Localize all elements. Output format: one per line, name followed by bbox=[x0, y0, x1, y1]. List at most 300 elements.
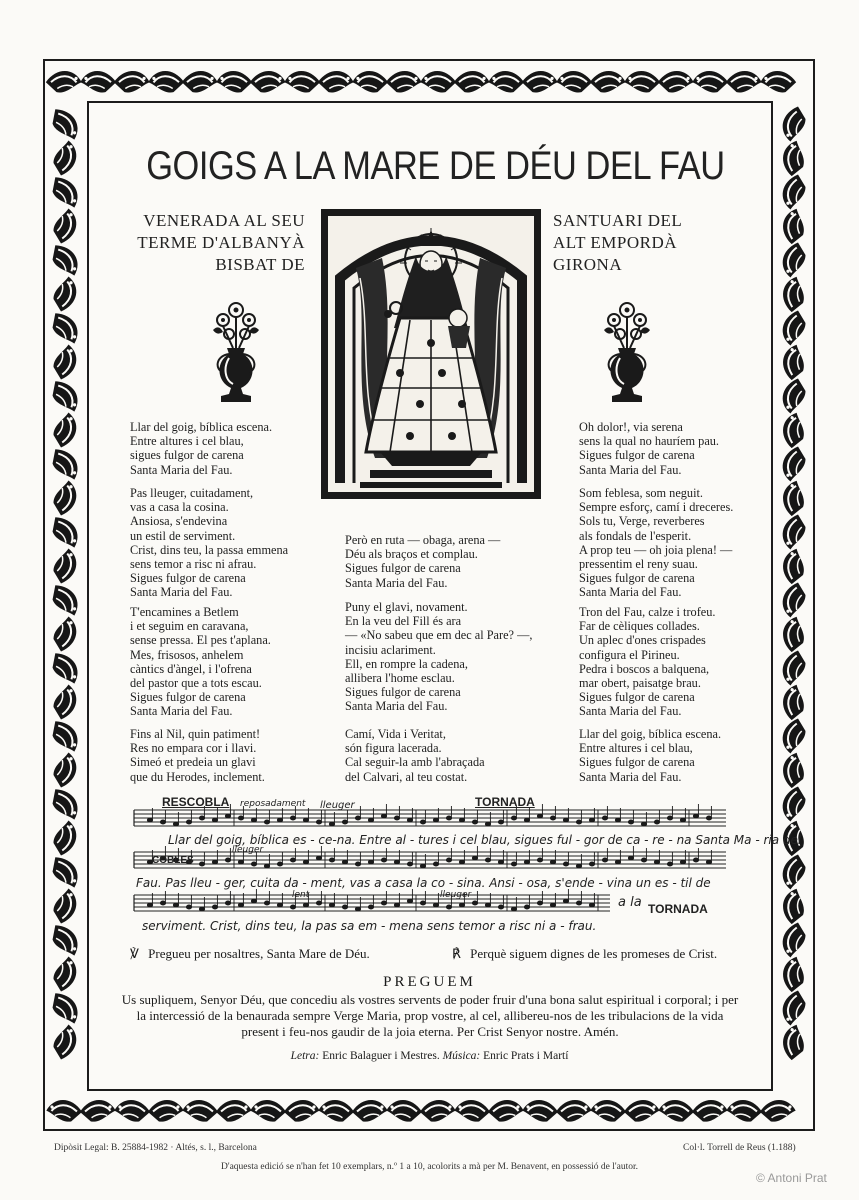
verse-line: Sigues fulgor de carena bbox=[579, 571, 695, 586]
dove-ornament-icon bbox=[783, 447, 806, 482]
note-head bbox=[615, 818, 620, 822]
verse-line: T'encamines a Betlem bbox=[130, 605, 239, 619]
note-head bbox=[381, 901, 386, 905]
dove-ornament-icon bbox=[783, 787, 806, 822]
subtitle-right bbox=[553, 210, 733, 276]
dove-ornament-icon bbox=[783, 175, 806, 210]
note-head bbox=[316, 901, 321, 905]
note-head bbox=[667, 816, 672, 820]
note-head bbox=[251, 899, 256, 903]
note-head bbox=[446, 858, 451, 862]
note-head bbox=[420, 864, 425, 868]
dove-ornament-icon bbox=[777, 546, 810, 587]
dove-ornament-icon bbox=[777, 342, 810, 383]
dove-ornament-icon bbox=[48, 512, 81, 553]
dove-ornament-icon bbox=[487, 67, 526, 97]
note-head bbox=[407, 862, 412, 866]
note-head bbox=[251, 818, 256, 822]
music-lyrics: Fau. Pas lleu - ger, cuita da - ment, vas a casa la co - sina. Ansi - osa, s'ende - vina un es - til de bbox=[136, 876, 711, 890]
dove-ornament-icon bbox=[783, 243, 806, 278]
note-head bbox=[355, 907, 360, 911]
note-head bbox=[433, 818, 438, 822]
dove-ornament-icon bbox=[777, 886, 810, 927]
note-head bbox=[394, 816, 399, 820]
versicle-symbol: ℣ bbox=[130, 946, 139, 961]
note-head bbox=[420, 820, 425, 824]
dove-ornament-icon bbox=[487, 1097, 525, 1126]
verse-line: sens temor a risc ni afrau. bbox=[130, 556, 257, 571]
note-head bbox=[654, 860, 659, 864]
note-head bbox=[173, 903, 178, 907]
dove-ornament-icon bbox=[783, 923, 806, 958]
response bbox=[452, 946, 717, 962]
verse-line: del Calvari, al teu costat. bbox=[345, 769, 468, 784]
note-head bbox=[602, 816, 607, 820]
verse-line: Mes, frisosos, anhelem bbox=[130, 647, 244, 662]
note-head bbox=[355, 816, 360, 820]
note-head bbox=[186, 905, 191, 909]
prayer-text: Us supliquem, Senyor Déu, que concediu als vostres servents de poder fruir d'una bona salut espiritual i corporal; i per la intercessió de la benaurada sempre Verge Maria, prop vostre, al cel, allibereu-nos de les tribulacions de la vida present i feu-nos gaudir de la joia eterna. Per Crist Senyor nostre. Amén. bbox=[121, 992, 739, 1039]
note-head bbox=[459, 818, 464, 822]
stanza-11 bbox=[579, 727, 721, 784]
verse-line: Simeó et predeia un glavi bbox=[130, 755, 256, 770]
dove-ornament-icon bbox=[54, 821, 77, 856]
verse-line: Pedra i boscos a balquena, bbox=[579, 661, 710, 676]
dove-ornament-icon bbox=[45, 1097, 83, 1126]
dove-ornament-icon bbox=[54, 685, 77, 720]
note-head bbox=[459, 860, 464, 864]
subtitle-left-line: VENERADA AL SEU bbox=[143, 211, 305, 230]
note-head bbox=[186, 820, 191, 824]
note-head bbox=[446, 816, 451, 820]
note-head bbox=[550, 816, 555, 820]
note-head bbox=[615, 860, 620, 864]
dove-ornament-icon bbox=[656, 67, 695, 97]
verse-line: Santa Maria del Fau. bbox=[345, 699, 448, 714]
dove-ornament-icon bbox=[147, 1097, 185, 1126]
note-head bbox=[706, 860, 711, 864]
note-head bbox=[680, 860, 685, 864]
note-head bbox=[264, 820, 269, 824]
dove-ornament-icon bbox=[48, 172, 81, 213]
dove-ornament-icon bbox=[54, 413, 77, 448]
dove-ornament-icon bbox=[777, 138, 810, 179]
verse-line: Ell, en rompre la cadena, bbox=[345, 656, 468, 671]
note-head bbox=[589, 862, 594, 866]
note-head bbox=[329, 858, 334, 862]
stanza-3 bbox=[130, 605, 271, 719]
verse-line: Déu als braços et complau. bbox=[345, 547, 478, 562]
note-head bbox=[368, 818, 373, 822]
verse-line: Puny el glavi, novament. bbox=[345, 600, 468, 614]
dove-ornament-icon bbox=[777, 682, 810, 723]
verse-line: Sigues fulgor de carena bbox=[345, 685, 461, 700]
dove-ornament-icon bbox=[351, 1097, 389, 1126]
verse-line: Oh dolor!, via serena bbox=[579, 420, 683, 434]
dove-ornament-icon bbox=[48, 308, 81, 349]
note-head bbox=[160, 820, 165, 824]
verse-line: Santa Maria del Fau. bbox=[130, 585, 233, 600]
note-head bbox=[498, 905, 503, 909]
note-head bbox=[563, 899, 568, 903]
a-la-marking: a la bbox=[618, 895, 642, 910]
dove-ornament-icon bbox=[48, 240, 81, 281]
note-head bbox=[303, 818, 308, 822]
note-head bbox=[160, 901, 165, 905]
note-head bbox=[576, 820, 581, 824]
verse-line: Entre altures i cel blau, bbox=[579, 741, 693, 756]
note-head bbox=[641, 822, 646, 826]
verse-line: que du Herodes, inclement. bbox=[130, 769, 265, 784]
dove-ornament-icon bbox=[783, 991, 806, 1026]
prayer-heading: PREGUEM bbox=[383, 974, 476, 990]
dove-ornament-icon bbox=[725, 1097, 763, 1126]
letra-author: Enric Balaguer i Mestres. bbox=[322, 1050, 440, 1062]
note-head bbox=[238, 816, 243, 820]
dove-ornament-icon bbox=[623, 1097, 661, 1126]
verse-line: càntics d'àngel, i l'ofrena bbox=[130, 661, 252, 676]
note-head bbox=[368, 905, 373, 909]
flower-vase-left-icon bbox=[205, 296, 267, 406]
note-head bbox=[576, 901, 581, 905]
dove-ornament-icon bbox=[215, 67, 254, 97]
dove-ornament-icon bbox=[783, 651, 806, 686]
collection-note: Col·l. Torrell de Reus (1.188) bbox=[683, 1143, 796, 1153]
dove-ornament-icon bbox=[777, 206, 810, 247]
verse-line: mar obert, paisatge brau. bbox=[579, 675, 701, 690]
note-head bbox=[706, 816, 711, 820]
legal-deposit: Dipòsit Legal: B. 25884-1982 · Altés, s. l., Barcelona bbox=[54, 1143, 257, 1153]
dove-ornament-icon bbox=[54, 209, 77, 244]
verse-line: Entre altures i cel blau, bbox=[130, 434, 244, 449]
stanza-8 bbox=[579, 420, 719, 477]
dove-ornament-icon bbox=[555, 1097, 593, 1126]
note-head bbox=[225, 858, 230, 862]
note-head bbox=[524, 818, 529, 822]
note-head bbox=[667, 862, 672, 866]
note-head bbox=[199, 862, 204, 866]
letra-label: Letra: bbox=[290, 1050, 320, 1062]
note-head bbox=[342, 820, 347, 824]
verse-line: Sigues fulgor de carena bbox=[345, 561, 461, 576]
dove-ornament-icon bbox=[452, 67, 491, 97]
note-head bbox=[238, 860, 243, 864]
note-head bbox=[524, 905, 529, 909]
note-head bbox=[654, 820, 659, 824]
note-head bbox=[303, 860, 308, 864]
musica-author: Enric Prats i Martí bbox=[483, 1050, 569, 1062]
dove-ornament-icon bbox=[48, 920, 81, 961]
note-head bbox=[693, 858, 698, 862]
note-head bbox=[225, 901, 230, 905]
versicle bbox=[130, 946, 370, 962]
dove-ornament-icon bbox=[48, 784, 81, 825]
note-head bbox=[498, 860, 503, 864]
verse-line: Fins al Nil, quin patiment! bbox=[130, 727, 261, 741]
dove-ornament-icon bbox=[623, 67, 662, 97]
note-head bbox=[303, 903, 308, 907]
verse-line: — «No sabeu que em dec al Pare? —, bbox=[345, 628, 533, 643]
note-head bbox=[641, 858, 646, 862]
stanza-7 bbox=[345, 727, 485, 784]
subtitle-right-line: SANTUARI DEL bbox=[553, 211, 683, 230]
subtitle-left-line: BISBAT DE bbox=[215, 255, 305, 274]
dove-ornament-icon bbox=[691, 67, 730, 97]
verse-line: Sigues fulgor de carena bbox=[130, 571, 246, 586]
stanza-1 bbox=[130, 420, 272, 477]
verse-line: Som feblesa, som neguit. bbox=[579, 486, 703, 500]
dove-ornament-icon bbox=[283, 1097, 321, 1126]
virgin-woodcut-image bbox=[320, 208, 542, 500]
note-head bbox=[537, 814, 542, 818]
dove-ornament-icon bbox=[691, 1097, 729, 1126]
verse-line: Llar del goig, bíblica escena. bbox=[130, 420, 273, 434]
note-head bbox=[381, 858, 386, 862]
note-head bbox=[498, 820, 503, 824]
dove-ornament-icon bbox=[48, 988, 81, 1029]
note-head bbox=[589, 818, 594, 822]
note-head bbox=[524, 860, 529, 864]
dove-ornament-icon bbox=[588, 67, 627, 97]
verse-line: Sigues fulgor de carena bbox=[130, 690, 246, 705]
note-head bbox=[212, 905, 217, 909]
verse-line: sens la qual no hauríem pau. bbox=[579, 434, 720, 449]
note-head bbox=[173, 822, 178, 826]
cobles-label: COBLES bbox=[152, 855, 194, 866]
note-head bbox=[212, 860, 217, 864]
note-head bbox=[589, 903, 594, 907]
dove-ornament-icon bbox=[48, 376, 81, 417]
verse-line: Sempre esforç, camí i dreceres. bbox=[579, 500, 734, 515]
dove-ornament-icon bbox=[48, 716, 81, 757]
subtitle-right-line: ALT EMPORDÀ bbox=[553, 233, 678, 252]
dove-ornament-icon bbox=[112, 67, 151, 97]
note-head bbox=[550, 860, 555, 864]
dove-ornament-icon bbox=[48, 104, 81, 145]
dove-ornament-icon bbox=[777, 614, 810, 655]
flower-vase-right-icon bbox=[596, 296, 658, 406]
note-head bbox=[277, 903, 282, 907]
subtitle-right-line: GIRONA bbox=[553, 255, 623, 274]
note-head bbox=[420, 901, 425, 905]
note-head bbox=[290, 905, 295, 909]
subtitle-left bbox=[130, 210, 305, 276]
dove-ornament-icon bbox=[777, 750, 810, 791]
note-head bbox=[147, 818, 152, 822]
stanza-9 bbox=[579, 486, 733, 600]
verse-line: Santa Maria del Fau. bbox=[579, 585, 682, 600]
verse-line: incisiu aclariment. bbox=[345, 642, 436, 657]
note-head bbox=[576, 864, 581, 868]
note-head bbox=[290, 816, 295, 820]
credits bbox=[0, 1050, 859, 1062]
verse-line: vas a casa la cosina. bbox=[130, 500, 229, 515]
verse-line: Sigues fulgor de carena bbox=[579, 755, 695, 770]
watermark: © Antoni Prat bbox=[756, 1171, 827, 1185]
tempo-marking: lleuger bbox=[320, 800, 355, 811]
note-head bbox=[355, 862, 360, 866]
dove-ornament-icon bbox=[384, 67, 423, 97]
page-title: GOIGS A LA MARE DE DÉU DEL FAU bbox=[146, 144, 725, 188]
note-head bbox=[563, 862, 568, 866]
note-head bbox=[329, 903, 334, 907]
note-head bbox=[225, 814, 230, 818]
tempo-marking: lleuger bbox=[232, 845, 264, 855]
tempo-marking: lent bbox=[292, 890, 310, 900]
stanza-6 bbox=[345, 600, 532, 714]
note-head bbox=[238, 903, 243, 907]
dove-ornament-icon bbox=[79, 67, 118, 97]
dove-ornament-icon bbox=[44, 67, 83, 97]
dove-ornament-icon bbox=[783, 311, 806, 346]
verse-line: Santa Maria del Fau. bbox=[130, 704, 233, 719]
tempo-marking: reposadament bbox=[240, 799, 306, 809]
verse-line: Tron del Fau, calze i trofeu. bbox=[579, 605, 716, 619]
note-head bbox=[459, 903, 464, 907]
music-lyrics: serviment. Crist, dins teu, la pas sa em - mena sens temor a risc ni a - frau. bbox=[142, 919, 597, 933]
verse-line: i et seguim en caravana, bbox=[130, 619, 249, 634]
verse-line: Camí, Vida i Veritat, bbox=[345, 727, 446, 741]
note-head bbox=[394, 903, 399, 907]
note-head bbox=[563, 818, 568, 822]
dove-ornament-icon bbox=[316, 67, 355, 97]
note-head bbox=[199, 816, 204, 820]
dove-ornament-icon bbox=[283, 67, 322, 97]
dove-ornament-icon bbox=[113, 1097, 151, 1126]
note-head bbox=[537, 858, 542, 862]
dove-ornament-icon bbox=[759, 1097, 797, 1126]
dove-ornament-icon bbox=[54, 345, 77, 380]
note-head bbox=[147, 903, 152, 907]
verse-line: Però en ruta — obaga, arena — bbox=[345, 533, 501, 547]
verse-line: Santa Maria del Fau. bbox=[345, 575, 448, 590]
stanza-5 bbox=[345, 533, 500, 590]
verse-line: Santa Maria del Fau. bbox=[130, 462, 233, 477]
dove-ornament-icon bbox=[783, 515, 806, 550]
musica-label: Música: bbox=[442, 1050, 481, 1062]
dove-ornament-icon bbox=[54, 481, 77, 516]
dove-ornament-icon bbox=[180, 67, 219, 97]
dove-ornament-icon bbox=[657, 1097, 695, 1126]
note-head bbox=[511, 816, 516, 820]
dove-ornament-icon bbox=[453, 1097, 491, 1126]
note-head bbox=[433, 862, 438, 866]
verse-line: Far de cèliques collades. bbox=[579, 619, 700, 634]
verse-line: als fondals de l'esperit. bbox=[579, 528, 692, 543]
note-head bbox=[628, 820, 633, 824]
verse-line: Sols tu, Verge, reverberes bbox=[579, 514, 705, 529]
verse-line: són figura lacerada. bbox=[345, 741, 442, 756]
dove-ornament-icon bbox=[48, 444, 81, 485]
verse-line: A prop teu — oh joia plena! — bbox=[579, 542, 733, 557]
note-head bbox=[407, 899, 412, 903]
verse-line: configura el Pirineu. bbox=[579, 647, 680, 662]
dove-ornament-icon bbox=[181, 1097, 219, 1126]
verse-line: Santa Maria del Fau. bbox=[579, 769, 682, 784]
tornada-label: TORNADA bbox=[475, 795, 535, 809]
subtitle-left-line: TERME D'ALBANYÀ bbox=[137, 233, 305, 252]
dove-ornament-icon bbox=[520, 67, 559, 97]
note-head bbox=[433, 903, 438, 907]
note-head bbox=[485, 903, 490, 907]
note-head bbox=[472, 856, 477, 860]
note-head bbox=[342, 860, 347, 864]
note-head bbox=[394, 860, 399, 864]
dove-ornament-icon bbox=[249, 1097, 287, 1126]
tempo-marking: lleuger bbox=[440, 890, 472, 900]
note-head bbox=[602, 858, 607, 862]
verse-line: sigues fulgor de carena bbox=[130, 448, 244, 463]
note-head bbox=[251, 862, 256, 866]
dove-ornament-icon bbox=[48, 852, 81, 893]
dove-ornament-icon bbox=[248, 67, 287, 97]
note-head bbox=[368, 860, 373, 864]
verse-line: Sigues fulgor de carena bbox=[579, 690, 695, 705]
dove-ornament-icon bbox=[215, 1097, 253, 1126]
stanza-2 bbox=[130, 486, 288, 600]
note-head bbox=[472, 901, 477, 905]
edition-note: D'aquesta edició se n'han fet 10 exemplars, n.º 1 a 10, acolorits a mà per M. Benavent, en possessió de l'autor. bbox=[221, 1162, 638, 1172]
verse-line: Sigues fulgor de carena bbox=[579, 448, 695, 463]
note-head bbox=[407, 818, 412, 822]
note-head bbox=[381, 814, 386, 818]
dove-ornament-icon bbox=[783, 379, 806, 414]
dove-ornament-icon bbox=[759, 67, 798, 97]
dove-ornament-icon bbox=[555, 67, 594, 97]
note-head bbox=[277, 862, 282, 866]
verse-line: En la veu del Fill és ara bbox=[345, 614, 462, 629]
note-head bbox=[264, 901, 269, 905]
dove-ornament-icon bbox=[54, 889, 77, 924]
dove-ornament-icon bbox=[48, 648, 81, 689]
note-head bbox=[693, 814, 698, 818]
verse-line: allibera l'home esclau. bbox=[345, 670, 455, 685]
dove-ornament-icon bbox=[54, 753, 77, 788]
note-head bbox=[290, 858, 295, 862]
note-head bbox=[511, 907, 516, 911]
dove-ornament-icon bbox=[777, 410, 810, 451]
note-head bbox=[316, 856, 321, 860]
verse-line: del pastor que a tots escau. bbox=[130, 675, 262, 690]
note-head bbox=[316, 820, 321, 824]
note-head bbox=[485, 858, 490, 862]
note-head bbox=[277, 818, 282, 822]
note-head bbox=[511, 862, 516, 866]
verse-line: Llar del goig, bíblica escena. bbox=[579, 727, 722, 741]
dove-ornament-icon bbox=[317, 1097, 355, 1126]
dove-ornament-icon bbox=[521, 1097, 559, 1126]
dove-ornament-icon bbox=[783, 583, 806, 618]
verse-line: sense pressa. El pes t'aplana. bbox=[130, 633, 271, 648]
note-head bbox=[550, 903, 555, 907]
dove-ornament-icon bbox=[783, 107, 806, 142]
verse-line: Ansiosa, s'endevina bbox=[130, 514, 228, 529]
response-text: Perquè siguem dignes de les promeses de Crist. bbox=[470, 946, 718, 961]
verse-line: Res no empara cor i llavi. bbox=[130, 741, 257, 756]
note-head bbox=[342, 905, 347, 909]
verse-line: pressentim el reny suau. bbox=[579, 556, 698, 571]
note-head bbox=[537, 901, 542, 905]
dove-ornament-icon bbox=[48, 580, 81, 621]
tornada-label-end: TORNADA bbox=[648, 902, 708, 916]
music-score bbox=[130, 796, 730, 936]
dove-ornament-icon bbox=[351, 67, 390, 97]
dove-ornament-icon bbox=[724, 67, 763, 97]
dove-ornament-icon bbox=[147, 67, 186, 97]
rescobla-label: RESCOBLA bbox=[162, 795, 230, 809]
dove-ornament-icon bbox=[54, 277, 77, 312]
note-head bbox=[680, 818, 685, 822]
